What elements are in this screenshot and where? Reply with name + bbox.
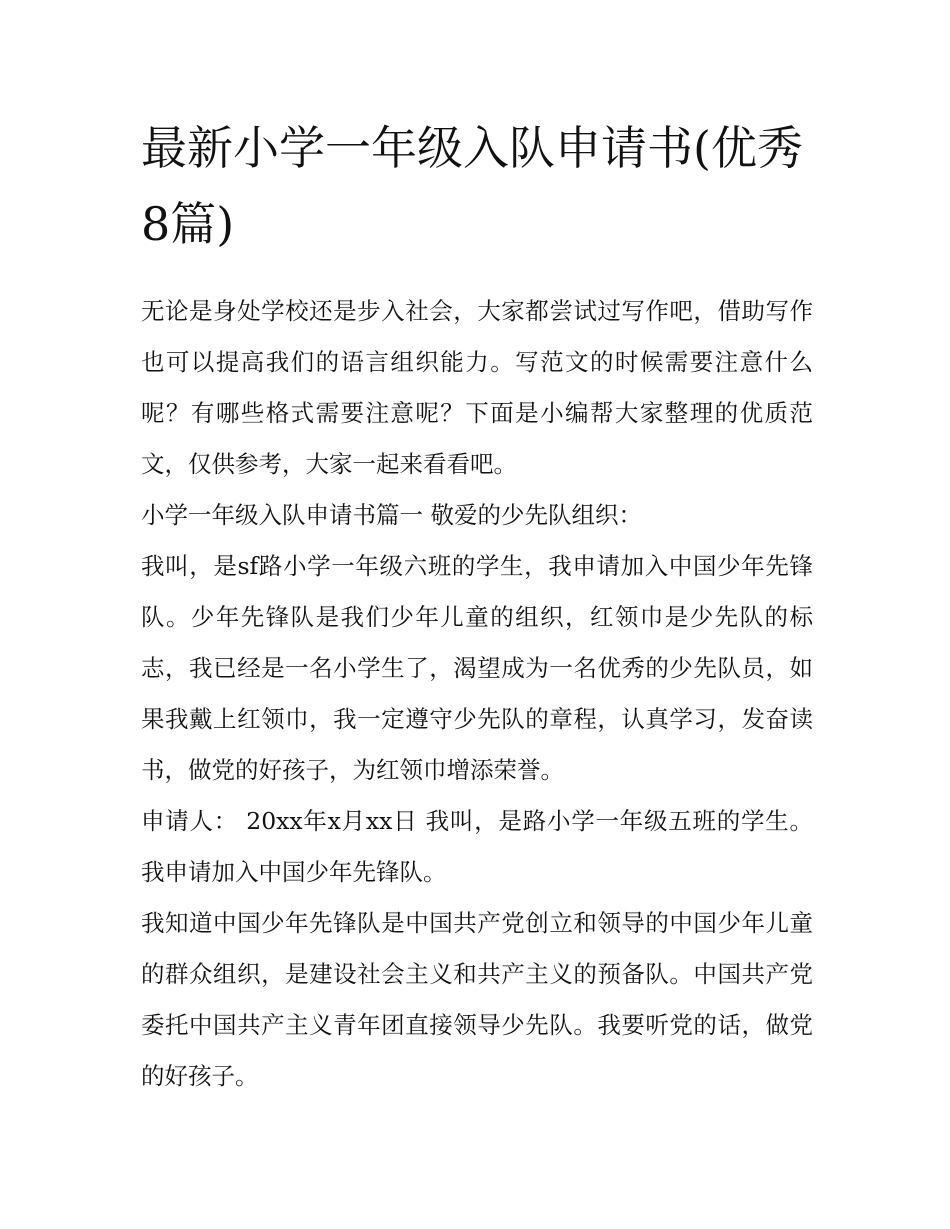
document-page xyxy=(141,110,813,1102)
paragraph-section-heading: 小学一年级入队申请书篇一 敬爱的少先队组织： xyxy=(141,501,642,529)
paragraph-closing: 我知道中国少年先锋队是中国共产党创立和领导的中国少年儿童的群众组织，是建设社会主义和共产主义的预备队。中国共产党委托中国共产主义青年团直接领导少先队。我要听党的话，做党的好孩子。 xyxy=(141,909,813,1090)
document-title: 最新小学一年级入队申请书(优秀8篇) xyxy=(141,121,803,251)
document-body xyxy=(141,286,813,1102)
paragraph-applicant-line: 申请人： 20xx年x月xx日 我叫，是路小学一年级五班的学生。我申请加入中国少年先锋队。 xyxy=(141,807,813,886)
paragraph-intro: 无论是身处学校还是步入社会，大家都尝试过写作吧，借助写作也可以提高我们的语言组织能力。写范文的时候需要注意什么呢？有哪些格式需要注意呢？下面是小编帮大家整理的优质范文，仅供参考，大家一起来看看吧。 xyxy=(141,297,813,478)
paragraph-application-body: 我叫，是sf路小学一年级六班的学生，我申请加入中国少年先锋队。少年先锋队是我们少年儿童的组织，红领巾是少先队的标志，我已经是一名小学生了，渴望成为一名优秀的少先队员，如果我戴上红领巾，我一定遵守少先队的章程，认真学习，发奋读书，做党的好孩子，为红领巾增添荣誉。 xyxy=(141,552,813,784)
